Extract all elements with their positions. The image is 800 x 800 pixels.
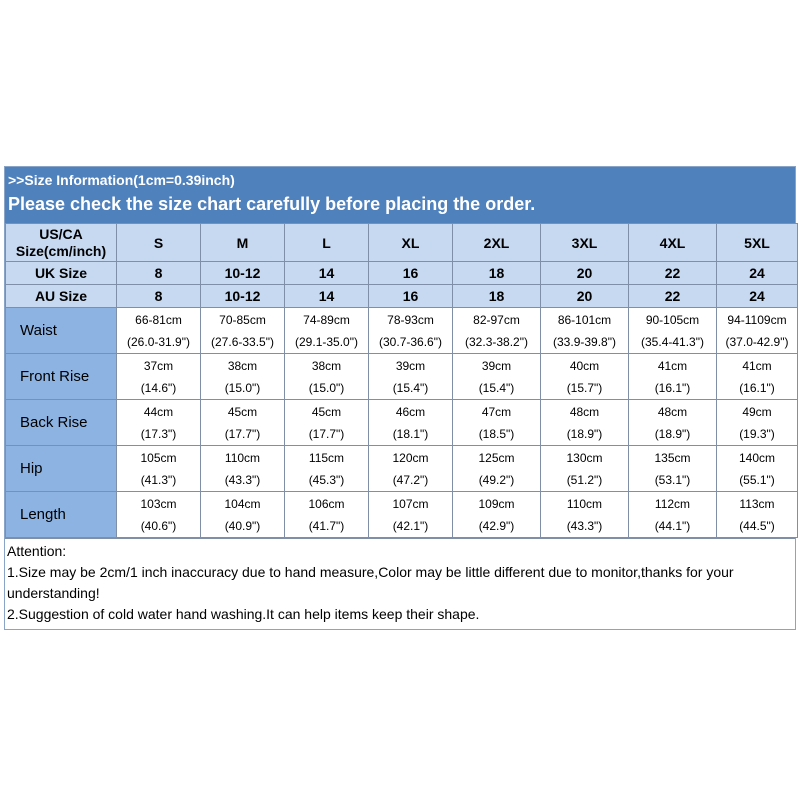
measurement-inch: (15.4") bbox=[392, 380, 429, 395]
measurement-row bbox=[6, 492, 798, 538]
uk-size-cell: 20 bbox=[541, 262, 629, 285]
measurement-inch: (41.7") bbox=[308, 518, 345, 533]
measurement-inch: (51.2") bbox=[566, 472, 603, 487]
measurement-inch: (43.3") bbox=[566, 518, 603, 533]
measurement-cell bbox=[629, 446, 717, 492]
measurement-inch: (35.4-41.3") bbox=[641, 334, 704, 349]
measurement-cm: 45cm bbox=[227, 404, 258, 419]
measurement-inch: (18.9") bbox=[654, 426, 691, 441]
size-cell: L bbox=[285, 224, 369, 262]
measurement-cm: 48cm bbox=[657, 404, 688, 419]
attention-title: Attention: bbox=[7, 543, 67, 559]
au-size-cell: 16 bbox=[369, 285, 453, 308]
measurement-inch: (18.5") bbox=[478, 426, 515, 441]
measurement-cell bbox=[117, 354, 201, 400]
us-size-row bbox=[6, 224, 798, 262]
measurement-cell bbox=[369, 400, 453, 446]
measurement-label: Waist bbox=[6, 308, 117, 354]
au-size-cell: 22 bbox=[629, 285, 717, 308]
measurement-cm: 110cm bbox=[224, 450, 261, 465]
uk-size-cell: 8 bbox=[117, 262, 201, 285]
measurement-cm: 90-105cm bbox=[645, 312, 700, 327]
measurement-inch: (37.0-42.9") bbox=[725, 334, 789, 349]
measurement-cell bbox=[201, 446, 285, 492]
measurement-inch: (43.3") bbox=[224, 472, 261, 487]
measurement-inch: (18.1") bbox=[392, 426, 429, 441]
measurement-row bbox=[6, 308, 798, 354]
measurement-inch: (53.1") bbox=[654, 472, 691, 487]
measurement-cm: 41cm bbox=[657, 358, 688, 373]
uk-size-cell: 22 bbox=[629, 262, 717, 285]
measurement-cell bbox=[117, 308, 201, 354]
uk-size-cell: 10-12 bbox=[201, 262, 285, 285]
measurement-cm: 49cm bbox=[742, 404, 772, 419]
measurement-cm: 44cm bbox=[143, 404, 174, 419]
au-size-cell: 18 bbox=[453, 285, 541, 308]
measurement-cm: 70-85cm bbox=[219, 312, 266, 327]
measurement-cell bbox=[285, 492, 369, 538]
size-cell: M bbox=[201, 224, 285, 262]
measurement-inch: (44.1") bbox=[654, 518, 691, 533]
au-size-cell: 20 bbox=[541, 285, 629, 308]
size-cell: XL bbox=[369, 224, 453, 262]
measurement-inch: (30.7-36.6") bbox=[379, 334, 442, 349]
au-size-row bbox=[6, 285, 798, 308]
uk-size-row bbox=[6, 262, 798, 285]
measurement-inch: (15.0") bbox=[224, 380, 261, 395]
measurement-label: Back Rise bbox=[6, 400, 117, 446]
us-label-line2: Size(cm/inch) bbox=[15, 242, 107, 259]
attention-note-2: 2.Suggestion of cold water hand washing.It can help items keep their shape. bbox=[7, 606, 480, 622]
measurement-cell bbox=[541, 492, 629, 538]
size-info-heading: >>Size Information(1cm=0.39inch) bbox=[8, 172, 235, 188]
measurement-cell bbox=[717, 446, 798, 492]
chart-banner bbox=[5, 167, 795, 223]
measurement-row bbox=[6, 446, 798, 492]
au-size-cell: 8 bbox=[117, 285, 201, 308]
measurement-inch: (33.9-39.8") bbox=[553, 334, 616, 349]
size-table bbox=[5, 223, 798, 538]
measurement-inch: (44.5") bbox=[739, 518, 775, 533]
measurement-cm: 107cm bbox=[392, 496, 429, 511]
measurement-cell bbox=[285, 400, 369, 446]
measurement-cell bbox=[541, 400, 629, 446]
uk-size-cell: 14 bbox=[285, 262, 369, 285]
size-chart bbox=[4, 166, 796, 630]
measurement-cell bbox=[285, 354, 369, 400]
measurement-cell bbox=[453, 446, 541, 492]
measurement-cm: 37cm bbox=[143, 358, 174, 373]
measurement-cell bbox=[629, 400, 717, 446]
measurement-cell bbox=[629, 354, 717, 400]
measurement-inch: (49.2") bbox=[478, 472, 515, 487]
measurement-cm: 86-101cm bbox=[557, 312, 612, 327]
measurement-cm: 39cm bbox=[481, 358, 512, 373]
measurement-cell bbox=[717, 354, 798, 400]
measurement-inch: (26.0-31.9") bbox=[127, 334, 190, 349]
measurement-inch: (29.1-35.0") bbox=[295, 334, 358, 349]
measurement-label: Front Rise bbox=[6, 354, 117, 400]
measurement-inch: (40.9") bbox=[224, 518, 261, 533]
measurement-cell bbox=[453, 400, 541, 446]
measurement-cm: 112cm bbox=[654, 496, 691, 511]
measurement-cell bbox=[717, 492, 798, 538]
measurement-inch: (17.3") bbox=[140, 426, 177, 441]
measurement-inch: (16.1") bbox=[654, 380, 691, 395]
measurement-cm: 94-1109cm bbox=[727, 312, 787, 327]
au-size-cell: 14 bbox=[285, 285, 369, 308]
measurement-cm: 115cm bbox=[308, 450, 345, 465]
measurement-inch: (19.3") bbox=[739, 426, 775, 441]
measurement-cell bbox=[629, 492, 717, 538]
measurement-inch: (32.3-38.2") bbox=[465, 334, 528, 349]
measurement-cell bbox=[369, 354, 453, 400]
measurement-cell bbox=[201, 354, 285, 400]
uk-size-cell: 24 bbox=[717, 262, 798, 285]
measurement-inch: (18.9") bbox=[566, 426, 603, 441]
measurement-cell bbox=[541, 446, 629, 492]
measurement-cm: 46cm bbox=[395, 404, 426, 419]
measurement-cm: 38cm bbox=[311, 358, 342, 373]
measurement-cell bbox=[541, 308, 629, 354]
size-cell: S bbox=[117, 224, 201, 262]
measurement-inch: (55.1") bbox=[739, 472, 775, 487]
measurement-inch: (41.3") bbox=[140, 472, 177, 487]
measurement-inch: (15.0") bbox=[308, 380, 345, 395]
measurement-cm: 110cm bbox=[566, 496, 603, 511]
measurement-cell bbox=[201, 492, 285, 538]
measurement-cell bbox=[285, 308, 369, 354]
uk-size-label: UK Size bbox=[6, 262, 117, 285]
measurement-inch: (15.7") bbox=[566, 380, 603, 395]
uk-size-cell: 16 bbox=[369, 262, 453, 285]
measurement-cm: 45cm bbox=[311, 404, 342, 419]
measurement-cell bbox=[369, 446, 453, 492]
measurement-cm: 109cm bbox=[478, 496, 515, 511]
measurement-inch: (27.6-33.5") bbox=[211, 334, 274, 349]
measurement-cm: 74-89cm bbox=[303, 312, 350, 327]
measurement-cell bbox=[453, 308, 541, 354]
measurement-cm: 130cm bbox=[566, 450, 603, 465]
measurement-inch: (14.6") bbox=[140, 380, 177, 395]
measurement-cm: 125cm bbox=[478, 450, 515, 465]
measurement-cm: 66-81cm bbox=[135, 312, 182, 327]
measurement-label: Hip bbox=[6, 446, 117, 492]
measurement-cell bbox=[369, 492, 453, 538]
measurement-cell bbox=[117, 492, 201, 538]
measurement-cell bbox=[541, 354, 629, 400]
measurement-cell bbox=[117, 400, 201, 446]
size-cell: 3XL bbox=[541, 224, 629, 262]
measurement-cm: 120cm bbox=[392, 450, 429, 465]
measurement-cm: 38cm bbox=[227, 358, 258, 373]
measurement-cell bbox=[629, 308, 717, 354]
attention-notes bbox=[5, 538, 795, 629]
measurement-cm: 113cm bbox=[739, 496, 775, 511]
measurement-cm: 78-93cm bbox=[387, 312, 434, 327]
measurement-cm: 48cm bbox=[569, 404, 600, 419]
measurement-cell bbox=[453, 492, 541, 538]
measurement-cm: 40cm bbox=[569, 358, 600, 373]
measurement-inch: (47.2") bbox=[392, 472, 429, 487]
measurement-cell bbox=[453, 354, 541, 400]
measurement-cm: 140cm bbox=[738, 450, 776, 465]
measurement-label: Length bbox=[6, 492, 117, 538]
measurement-cell bbox=[201, 308, 285, 354]
measurement-cell bbox=[201, 400, 285, 446]
measurement-row bbox=[6, 400, 798, 446]
measurement-cm: 47cm bbox=[481, 404, 512, 419]
check-size-notice: Please check the size chart carefully before placing the order. bbox=[8, 194, 536, 214]
size-cell: 2XL bbox=[453, 224, 541, 262]
measurement-inch: (40.6") bbox=[140, 518, 177, 533]
au-size-cell: 10-12 bbox=[201, 285, 285, 308]
us-size-label bbox=[6, 224, 117, 262]
us-label-line1: US/CA bbox=[39, 225, 83, 242]
measurement-cell bbox=[285, 446, 369, 492]
measurement-cm: 105cm bbox=[140, 450, 177, 465]
measurement-inch: (42.1") bbox=[392, 518, 429, 533]
measurement-cm: 39cm bbox=[395, 358, 426, 373]
measurement-inch: (15.4") bbox=[478, 380, 515, 395]
measurement-cell bbox=[717, 400, 798, 446]
au-size-label: AU Size bbox=[6, 285, 117, 308]
measurement-cm: 41cm bbox=[742, 358, 772, 373]
measurement-cm: 103cm bbox=[140, 496, 177, 511]
measurement-cell bbox=[117, 446, 201, 492]
uk-size-cell: 18 bbox=[453, 262, 541, 285]
measurement-cell bbox=[717, 308, 798, 354]
au-size-cell: 24 bbox=[717, 285, 798, 308]
measurement-inch: (42.9") bbox=[478, 518, 515, 533]
measurement-inch: (17.7") bbox=[308, 426, 345, 441]
size-cell: 4XL bbox=[629, 224, 717, 262]
measurement-inch: (16.1") bbox=[739, 380, 775, 395]
size-table-body bbox=[6, 224, 798, 538]
measurement-cell bbox=[369, 308, 453, 354]
measurement-cm: 106cm bbox=[308, 496, 345, 511]
measurement-inch: (17.7") bbox=[224, 426, 261, 441]
measurement-cm: 104cm bbox=[224, 496, 261, 511]
size-cell: 5XL bbox=[717, 224, 798, 262]
attention-note-1: 1.Size may be 2cm/1 inch inaccuracy due to hand measure,Color may be little different due to monitor,thanks for your understanding! bbox=[7, 564, 734, 601]
measurement-inch: (45.3") bbox=[308, 472, 345, 487]
measurement-row bbox=[6, 354, 798, 400]
measurement-cm: 82-97cm bbox=[473, 312, 520, 327]
measurement-cm: 135cm bbox=[654, 450, 691, 465]
